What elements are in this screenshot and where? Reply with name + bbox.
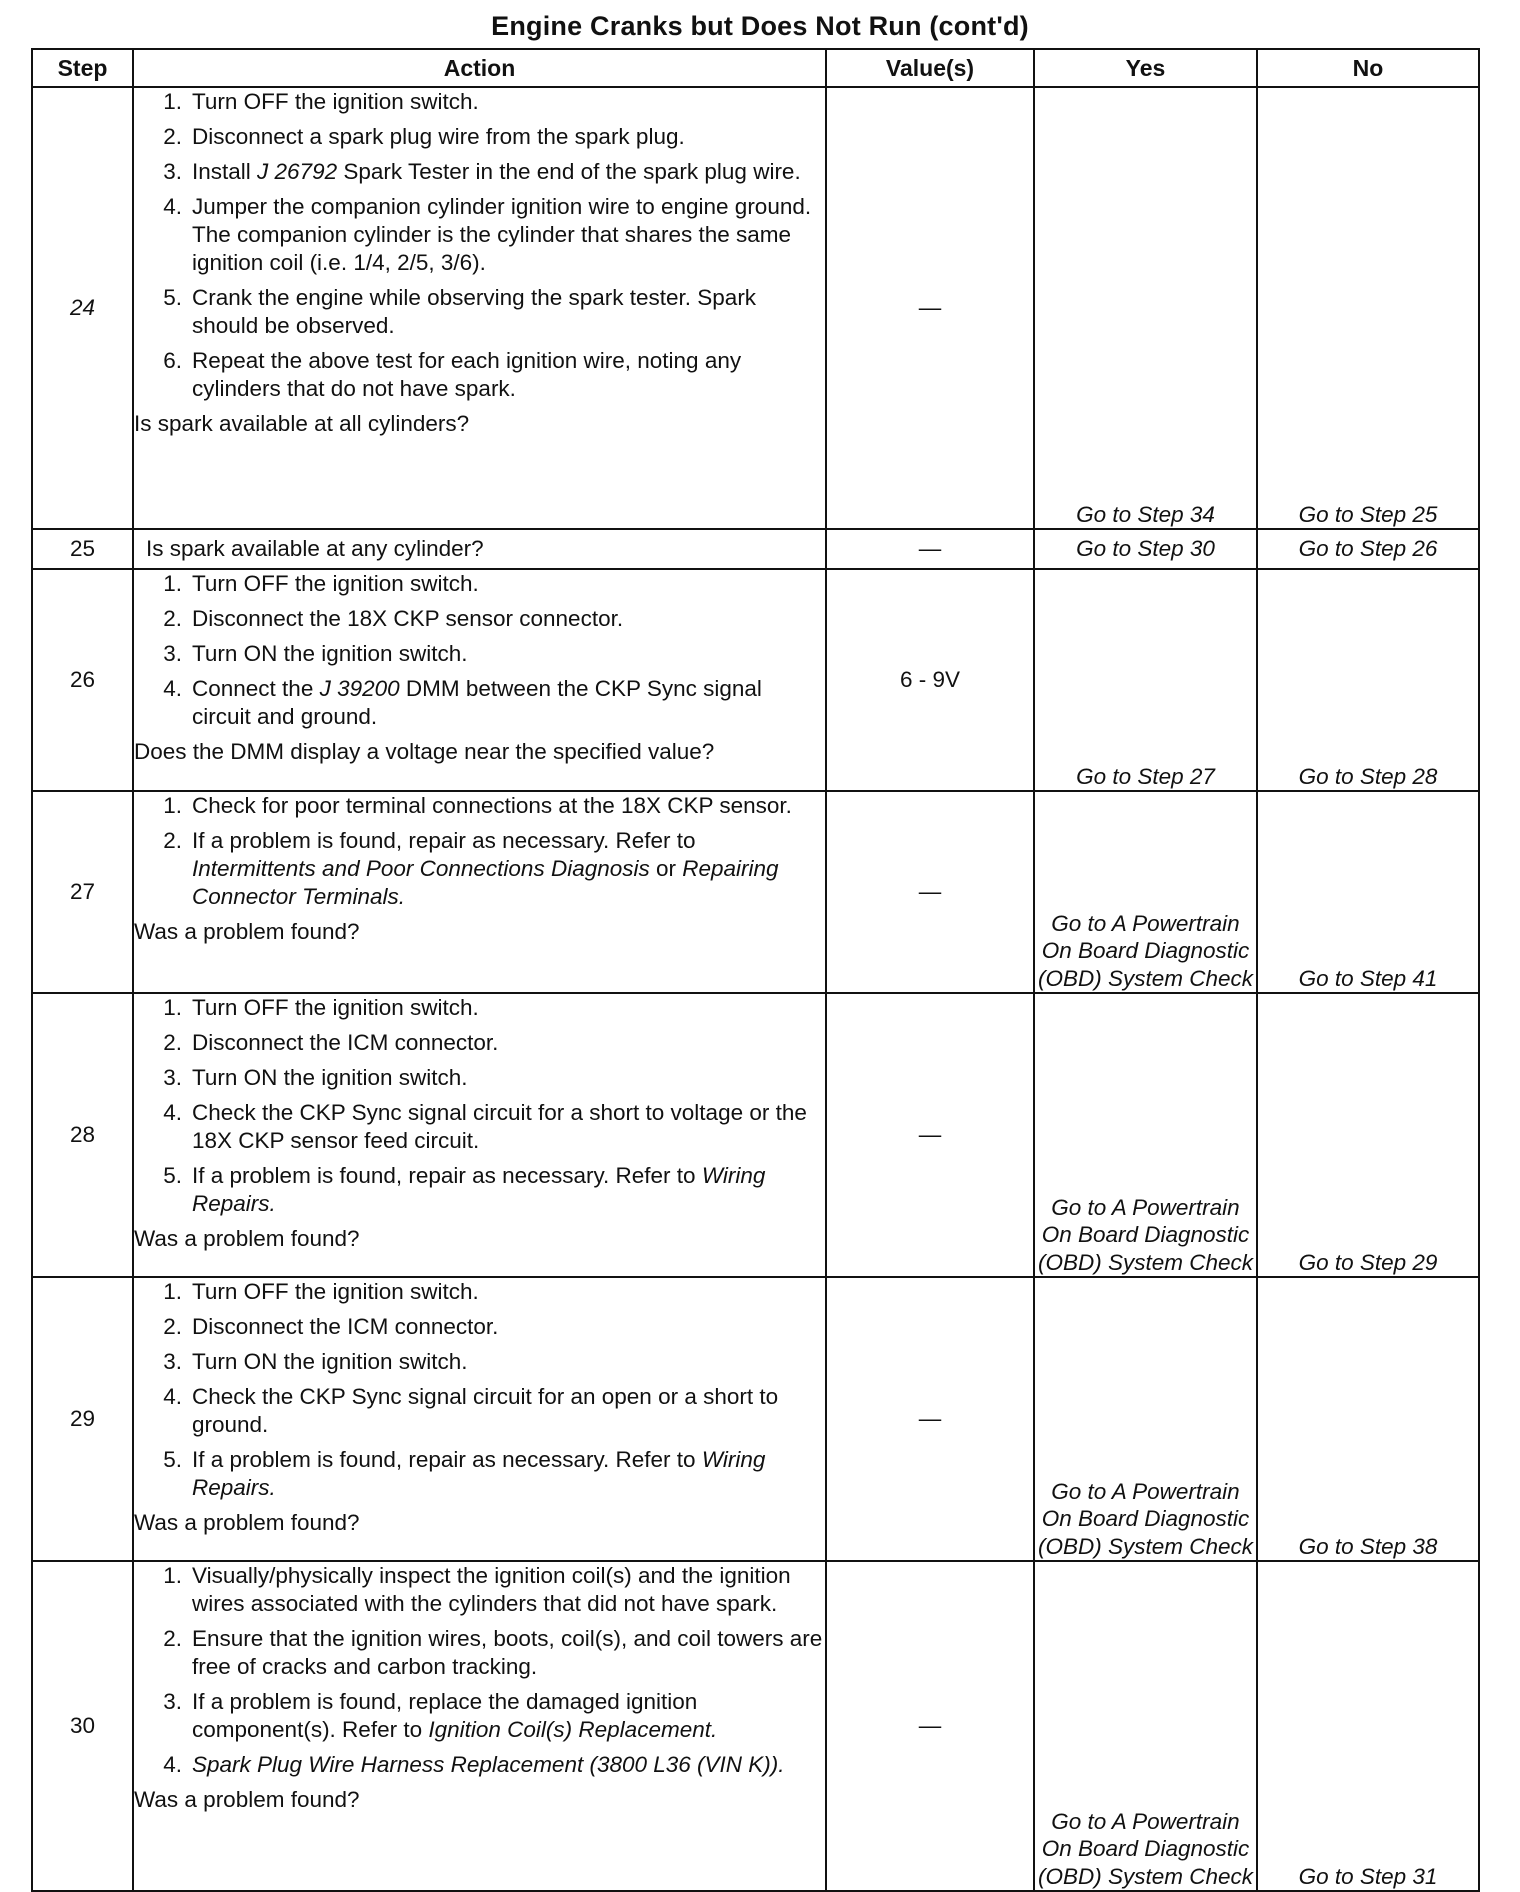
list-item: 5. Crank the engine while observing the spark tester. Spark should be observed. (163, 285, 757, 338)
value-cell: — (826, 791, 1034, 993)
list-item: 3. Turn ON the ignition switch. (163, 641, 468, 666)
list-item: 4. Check the CKP Sync signal circuit for a short to voltage or the 18X CKP sensor feed circuit. (163, 1100, 807, 1153)
list-item: 5. If a problem is found, repair as necessary. Refer to Wiring Repairs. (163, 1163, 766, 1216)
list-item: 3. Turn ON the ignition switch. (163, 1065, 468, 1090)
no-cell: Go to Step 38 (1257, 1277, 1479, 1561)
list-item: 1. Visually/physically inspect the ignition coil(s) and the ignition wires associated with the cylinders that did not have spark. (163, 1563, 791, 1616)
list-item: 2. Disconnect the 18X CKP sensor connector. (163, 606, 624, 631)
value-cell: — (826, 1561, 1034, 1891)
step-number: 27 (32, 791, 133, 993)
action-question: Does the DMM display a voltage near the specified value? (134, 739, 715, 764)
value-cell: — (826, 1277, 1034, 1561)
no-cell: Go to Step 41 (1257, 791, 1479, 993)
step-number: 28 (32, 993, 133, 1277)
action-cell (133, 529, 826, 569)
yes-cell: Go to A Powertrain On Board Diagnostic (OBD) System Check (1034, 791, 1257, 993)
list-item: 1. Turn OFF the ignition switch. (163, 995, 479, 1020)
list-item: 2. If a problem is found, repair as necessary. Refer to Intermittents and Poor Connections Diagnosis or Repairing Connector Terminals. (163, 828, 779, 909)
step-number: 26 (32, 569, 133, 791)
action-question: Was a problem found? (134, 1787, 360, 1812)
diagnostic-table (31, 48, 1480, 1892)
list-item: 4. Jumper the companion cylinder ignition wire to engine ground. The companion cylinder is the cylinder that shares the same ignition coil (i.e. 1/4, 2/5, 3/6). (163, 194, 812, 275)
action-cell (133, 1277, 826, 1561)
yes-cell: Go to Step 27 (1034, 569, 1257, 791)
list-item: 2. Disconnect the ICM connector. (163, 1314, 499, 1339)
action-question: Was a problem found? (134, 1510, 360, 1535)
list-item: 1. Check for poor terminal connections at the 18X CKP sensor. (163, 793, 792, 818)
header-action: Action (133, 49, 826, 87)
yes-cell: Go to Step 34 (1034, 87, 1257, 529)
step-number: 25 (32, 529, 133, 569)
table-row (32, 993, 1479, 1277)
list-item: 1. Turn OFF the ignition switch. (163, 1279, 479, 1304)
step-number: 24 (32, 87, 133, 529)
header-no: No (1257, 49, 1479, 87)
list-item: 3. If a problem is found, replace the damaged ignition component(s). Refer to Ignition Coil(s) Replacement. (163, 1689, 718, 1742)
table-row (32, 529, 1479, 569)
yes-cell: Go to A Powertrain On Board Diagnostic (OBD) System Check (1034, 1561, 1257, 1891)
value-cell: — (826, 87, 1034, 529)
action-cell (133, 791, 826, 993)
step-number: 29 (32, 1277, 133, 1561)
list-item: 2. Disconnect a spark plug wire from the spark plug. (163, 124, 685, 149)
no-cell: Go to Step 26 (1257, 529, 1479, 569)
action-question: Is spark available at all cylinders? (134, 411, 470, 436)
value-cell: — (826, 993, 1034, 1277)
list-item: 1. Turn OFF the ignition switch. (163, 571, 479, 596)
header-row (32, 49, 1479, 87)
list-item: 5. If a problem is found, repair as necessary. Refer to Wiring Repairs. (163, 1447, 766, 1500)
header-values: Value(s) (826, 49, 1034, 87)
value-cell: — (826, 529, 1034, 569)
no-cell: Go to Step 29 (1257, 993, 1479, 1277)
list-item: 3. Turn ON the ignition switch. (163, 1349, 468, 1374)
list-item: 4. Check the CKP Sync signal circuit for an open or a short to ground. (163, 1384, 779, 1437)
no-cell: Go to Step 31 (1257, 1561, 1479, 1891)
list-item: 2. Ensure that the ignition wires, boots, coil(s), and coil towers are free of cracks and carbon tracking. (163, 1626, 823, 1679)
list-item: 6. Repeat the above test for each ignition wire, noting any cylinders that do not have spark. (163, 348, 742, 401)
value-cell: 6 - 9V (826, 569, 1034, 791)
action-question: Is spark available at any cylinder? (146, 536, 484, 561)
list-item: 4. Connect the J 39200 DMM between the CKP Sync signal circuit and ground. (163, 676, 762, 729)
action-cell (133, 569, 826, 791)
no-cell: Go to Step 28 (1257, 569, 1479, 791)
table-row (32, 1561, 1479, 1891)
yes-cell: Go to A Powertrain On Board Diagnostic (OBD) System Check (1034, 993, 1257, 1277)
yes-cell: Go to Step 30 (1034, 529, 1257, 569)
step-number: 30 (32, 1561, 133, 1891)
header-yes: Yes (1034, 49, 1257, 87)
list-item: 3. Install J 26792 Spark Tester in the end of the spark plug wire. (163, 159, 801, 184)
action-question: Was a problem found? (134, 919, 360, 944)
action-cell (133, 993, 826, 1277)
list-item: 4. Spark Plug Wire Harness Replacement (3800 L36 (VIN K)). (163, 1752, 785, 1777)
table-row (32, 87, 1479, 529)
header-step: Step (32, 49, 133, 87)
table-row (32, 569, 1479, 791)
yes-cell: Go to A Powertrain On Board Diagnostic (OBD) System Check (1034, 1277, 1257, 1561)
list-item: 1. Turn OFF the ignition switch. (163, 89, 479, 114)
list-item: 2. Disconnect the ICM connector. (163, 1030, 499, 1055)
action-question: Was a problem found? (134, 1226, 360, 1251)
page-title: Engine Cranks but Does Not Run (cont'd) (491, 11, 1029, 41)
action-cell (133, 1561, 826, 1891)
action-cell (133, 87, 826, 529)
no-cell: Go to Step 25 (1257, 87, 1479, 529)
table-row (32, 791, 1479, 993)
table-row (32, 1277, 1479, 1561)
